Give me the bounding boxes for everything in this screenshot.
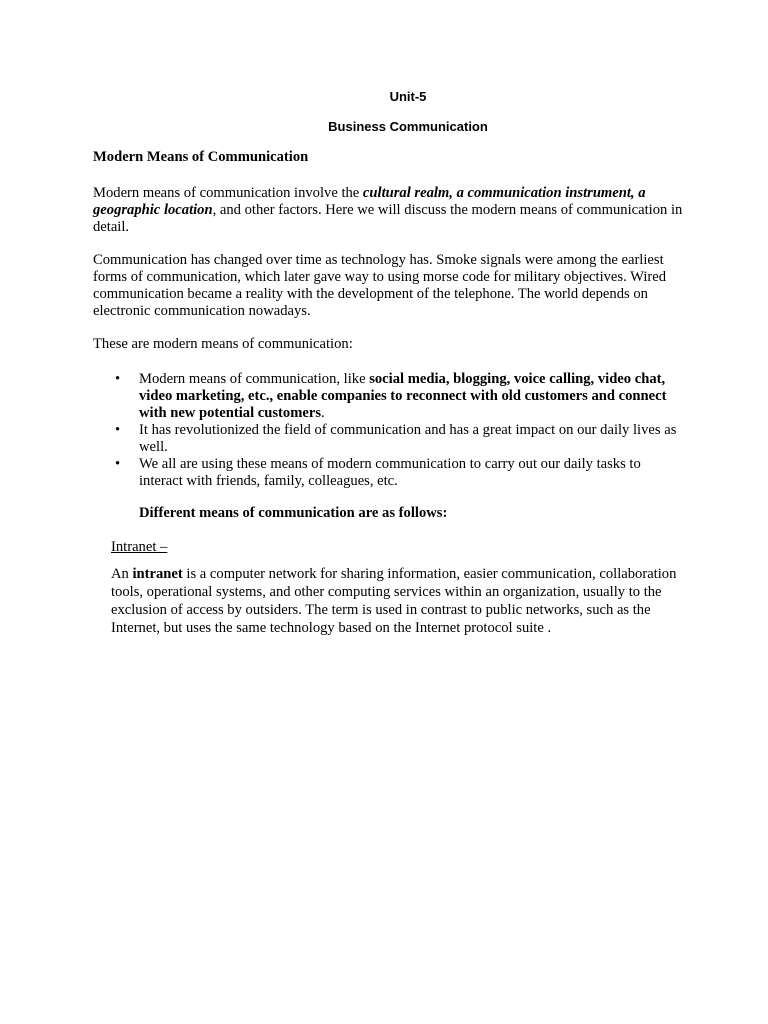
section-heading: Modern Means of Communication xyxy=(93,149,309,165)
intro-paragraph xyxy=(93,185,683,236)
intro-text-end: , and other factors. Here we will discuss the modern means of communication in detail. xyxy=(93,202,683,235)
bullet-text-end: . xyxy=(321,405,325,421)
bullet-item xyxy=(93,456,683,490)
bullet-marker: • xyxy=(115,422,121,438)
subject-title: Business Communication xyxy=(328,119,488,134)
intranet-heading: Intranet – xyxy=(111,539,168,555)
means-heading: Different means of communication are as follows: xyxy=(139,505,448,521)
intro-text-emphasis: cultural realm, a communication instrument, a geographic location xyxy=(93,185,646,218)
bullet-text: We all are using these means of modern communication to carry out our daily tasks to interact with friends, family, colleagues, etc. xyxy=(139,456,641,489)
bullet-item xyxy=(93,422,683,456)
intro-text-start: Modern means of communication involve the xyxy=(93,185,363,201)
history-paragraph: Communication has changed over time as technology has. Smoke signals were among the earliest forms of communication, which later gave way to using morse code for military objectives. Wired communication became a reality with the development of the telephone. The world depends on electronic communication nowadays. xyxy=(93,252,667,319)
bullet-item xyxy=(93,371,683,422)
intranet-text-start: An xyxy=(111,566,133,582)
bullet-text: It has revolutionized the field of communication and has a great impact on our daily lives as well. xyxy=(139,422,677,455)
bullet-text-emphasis: social media, blogging, voice calling, video chat, video marketing, etc., enable companies to reconnect with old customers and connect with new potential customers xyxy=(139,371,667,421)
intranet-paragraph xyxy=(111,565,686,637)
bullet-marker: • xyxy=(115,371,121,387)
bullet-list xyxy=(93,371,683,490)
bullet-marker: • xyxy=(115,456,121,472)
unit-title: Unit-5 xyxy=(389,89,427,104)
intranet-term: intranet xyxy=(132,566,183,582)
bullet-text-start: Modern means of communication, like xyxy=(139,371,370,387)
intranet-text-end: is a computer network for sharing information, easier communication, collaboration tools, operational systems, and other computing services within an organization, usually to the exclusion of access by outsiders. The term is used in contrast to public networks, such as the Internet, but uses the same technology based on the Internet protocol suite . xyxy=(111,566,677,636)
list-intro-paragraph: These are modern means of communication: xyxy=(93,336,353,352)
